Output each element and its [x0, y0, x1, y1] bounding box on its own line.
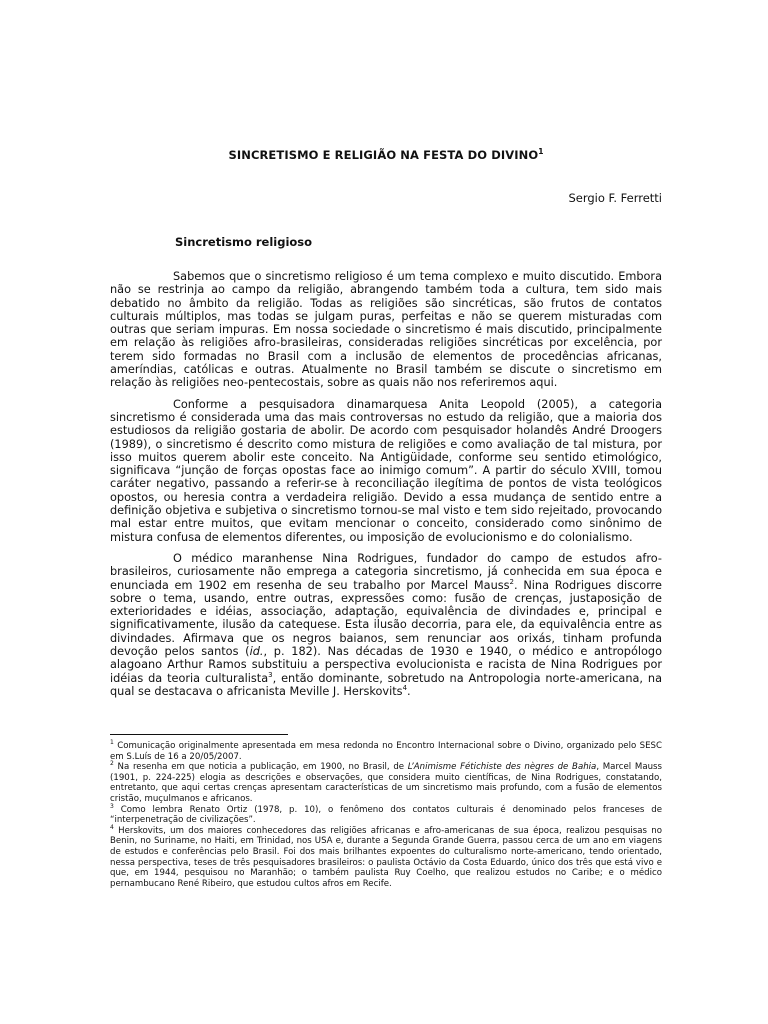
paragraph-3-part: O médico maranhense Nina Rodrigues, fundador do campo de estudos afro-brasileiros, curiosamente não emprega a categoria sincretismo, já conhecida em sua época e enunciada em 1902 em resenha de seu trabalho por Marcel Mauss	[110, 551, 662, 592]
footnote-2	[110, 762, 662, 804]
paragraph-2: Conforme a pesquisadora dinamarquesa Anita Leopold (2005), a categoria sincretismo é considerada uma das mais controversas no estudo da religião, que a maioria dos estudiosos da religião gostaria de abolir. De acordo com pesquisador holandês André Droogers (1989), o sincretismo é descrito como mistura de religiões e como avaliação de tal mistura, por isso muitos querem abolir este conceito. Na Antigüidade, conforme seu sentido etimológico, significava “junção de forças opostas face ao inimigo comum”. A partir do século XVIII, tomou caráter negativo, passando a referir-se à reconciliação ilegítima de pontos de vista teológicos opostos, ou heresia contra a verdadeira religião. Devido a essa mudança de sentido entre a definição objetiva e subjetiva o sincretismo tornou-se mal visto e tem sido rejeitado, provocando mal estar entre muitos, que evitam mencionar o conceito, considerado como sinônimo de mistura confusa de elementos diferentes, ou imposição de evolucionismo e do colonialismo.	[110, 397, 662, 544]
footnote-ref-4[interactable]: 4	[402, 684, 408, 693]
footnote-marker: 4	[110, 823, 114, 831]
footnote-text: , Marcel Mauss (1901, p. 224-225) elogia as descrições e observações, que considera muito científicas, de Nina Rodrigues, constatando, entretanto, que aqui certas crenças apresentam características de um sincretismo mais profundo, com a fusão de elementos cristão, muçulmanos e africanos.	[110, 762, 662, 804]
footnote-separator	[110, 734, 288, 735]
paragraph-3-part: . Nina Rodrigues discorre sobre o tema, usando, entre outras, expressões como: fusão de crenças, justaposição de exterioridades e idéias, associação, adaptação, equivalência de divindades e, principal e significativamente, ilusão da catequese. Esta ilusão decorria, para ele, da equivalência entre as divindades. Afirmava que os negros baianos, sem renunciar aos orixás, tinham profunda devoção pelos santos (	[110, 578, 662, 659]
footnote-marker: 1	[110, 739, 114, 747]
paragraph-3-part: .	[407, 684, 411, 698]
paragraph-3-part: , p. 182). Nas décadas de 1930 e 1940, o médico e antropólogo alagoano Arthur Ramos substituiu a perspectiva evolucionista e racista de Nina Rodrigues por idéias da teoria culturalista	[110, 645, 662, 685]
footnote-4	[110, 823, 662, 890]
footnote-marker: 3	[110, 802, 114, 810]
footnote-1	[110, 741, 662, 762]
footnote-text: Na resenha em que noticia a publicação, em 1900, no Brasil, de	[113, 762, 408, 773]
title-text: SINCRETISMO E RELIGIÃO NA FESTA DO DIVINO	[228, 147, 539, 162]
footnote-book-title: L’Animisme Fétichiste des nègres de Bahia	[407, 762, 597, 773]
footnote-text: Como lembra Renato Ortiz (1978, p. 10), o fenômeno dos contatos culturais é denominado pelos franceses de “interpenetração de civilizações”.	[110, 804, 662, 826]
section-heading: Sincretismo religioso	[175, 235, 313, 249]
footnotes	[110, 741, 662, 889]
paragraph-3	[110, 552, 662, 698]
document-title	[110, 147, 662, 162]
paragraph-3-part: , então dominante, sobretudo na Antropologia norte-americana, na qual se destacava o africanista Meville J. Herskovits	[110, 671, 662, 698]
body-text	[110, 270, 662, 706]
footnote-ref-2[interactable]: 2	[509, 577, 514, 586]
paragraph-1: Sabemos que o sincretismo religioso é um tema complexo e muito discutido. Embora não se restrinja ao campo da religião, abrangendo também toda a cultura, tem sido mais debatido no âmbito da religião. Todas as religiões são sincréticas, são frutos de contatos culturais múltiplos, mas todas se julgam puras, perfeitas e não se querem misturadas com outras que seriam impuras. Em nossa sociedade o sincretismo é mais discutido, principalmente em relação às religiões afro-brasileiras, consideradas religiões sincréticas por excelência, por terem sido formadas no Brasil com a inclusão de elementos de procedências africanas, ameríndias, católicas e outras. Atualmente no Brasil também se discute o sincretismo em relação às religiões neo-pentecostais, sobre as quais não nos referiremos aqui.	[110, 270, 662, 390]
paragraph-3-italic: id.	[249, 645, 264, 659]
footnote-text: Comunicação originalmente apresentada em mesa redonda no Encontro Internacional sobre o Divino, organizado pelo SESC em S.Luís de 16 a 20/05/2007.	[110, 741, 662, 762]
footnote-text: Herskovits, um dos maiores conhecedores das religiões africanas e afro-americanas de sua época, realizou pesquisas no Benin, no Suriname, no Haiti, em Trinidad, nos USA e, durante a Segunda Grande Guerra, passou cerca de um ano em viagens de estudos e conferências pelo Brasil. Foi dos mais brilhantes expoentes do culturalismo norte-americano, tendo orientado, nessa perspectiva, teses de três pesquisadores brasileiros: o paulista Octávio da Costa Eduardo, único dos três que está vivo e que, em 1944, pesquisou no Maranhão; o também paulista Ruy Coelho, que realizou estudos no Caribe; e o médico pernambucano René Ribeiro, que estudou cultos afros em Recife.	[110, 825, 662, 889]
footnote-3	[110, 802, 662, 826]
footnote-ref-3[interactable]: 3	[268, 670, 273, 679]
title-footnote-ref[interactable]: 1	[538, 147, 544, 156]
author-name: Sergio F. Ferretti	[568, 191, 662, 205]
footnote-marker: 2	[110, 760, 114, 768]
